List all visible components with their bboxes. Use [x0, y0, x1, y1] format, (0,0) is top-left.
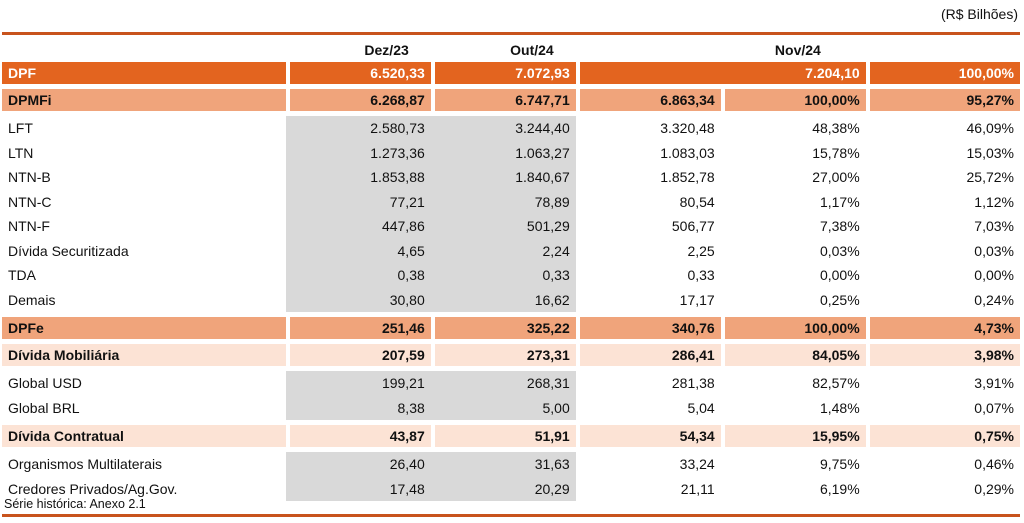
share-group: 0,00%	[819, 267, 860, 284]
table-row	[2, 371, 1020, 396]
share-total: 0,46%	[974, 456, 1014, 473]
row-label: Dívida Securitizada	[8, 242, 129, 259]
row-label: NTN-C	[8, 193, 52, 210]
share-total: 0,75%	[866, 425, 1020, 447]
value-out24: 0,33	[431, 263, 576, 288]
table-row	[2, 288, 1020, 313]
value-out24: 1.063,27	[431, 141, 576, 166]
value-nov24: 286,41	[576, 344, 721, 366]
value-out24: 20,29	[431, 477, 576, 502]
value-dez23: 26,40	[286, 452, 431, 477]
value-dez23: 6.268,87	[286, 89, 431, 111]
row-label: TDA	[8, 267, 36, 284]
debt-table	[2, 38, 1020, 501]
share-group: 0,25%	[819, 291, 860, 308]
value-nov24: 506,77	[671, 218, 715, 235]
mobiliaria-detail-rows	[2, 371, 1020, 420]
contratual-detail-rows	[2, 452, 1020, 501]
value-dez23: 251,46	[286, 317, 431, 339]
value-out24: 1.840,67	[431, 165, 576, 190]
value-nov24: 6.863,34	[576, 89, 721, 111]
value-out24: 7.072,93	[431, 62, 576, 84]
share-group: 15,95%	[721, 425, 866, 447]
row-label: DPFe	[2, 317, 286, 339]
value-out24: 2,24	[431, 239, 576, 264]
value-dez23: 1.853,88	[286, 165, 431, 190]
share-total: 0,07%	[974, 399, 1014, 416]
row-label: DPMFi	[2, 89, 286, 111]
value-out24: 16,62	[431, 288, 576, 313]
value-nov24: 340,76	[576, 317, 721, 339]
value-dez23: 17,48	[286, 477, 431, 502]
row-label: NTN-B	[8, 169, 51, 186]
value-nov24: 3.320,48	[660, 120, 715, 137]
value-out24: 31,63	[431, 452, 576, 477]
share-total: 3,98%	[866, 344, 1020, 366]
share-group: 1,48%	[819, 399, 860, 416]
share-total: 7,03%	[974, 218, 1014, 235]
header-row	[2, 38, 1020, 62]
row-label: DPF	[2, 62, 286, 84]
value-out24: 51,91	[431, 425, 576, 447]
value-nov24: 80,54	[679, 193, 715, 210]
share-total: 15,03%	[966, 144, 1014, 161]
share-total: 1,12%	[974, 193, 1014, 210]
value-nov24: 281,38	[671, 375, 715, 392]
dpmfi-detail-rows	[2, 116, 1020, 312]
value-dez23: 207,59	[286, 344, 431, 366]
value-dez23: 77,21	[286, 190, 431, 215]
share-group: 6,19%	[819, 480, 860, 497]
table-row	[2, 396, 1020, 421]
share-group: 0,03%	[819, 242, 860, 259]
share-group: 48,38%	[812, 120, 860, 137]
row-label: Global BRL	[8, 399, 80, 416]
value-dez23: 199,21	[286, 371, 431, 396]
share-total: 95,27%	[866, 89, 1020, 111]
table-row	[2, 116, 1020, 141]
value-nov24: 7.204,10	[576, 62, 866, 84]
dpf-row	[2, 62, 1020, 84]
row-label: Organismos Multilaterais	[8, 456, 163, 473]
value-dez23: 447,86	[286, 214, 431, 239]
table-row	[2, 263, 1020, 288]
value-out24: 5,00	[431, 396, 576, 421]
share-group: 9,75%	[819, 456, 860, 473]
share-group: 82,57%	[812, 375, 860, 392]
share-total: 0,03%	[974, 242, 1014, 259]
share-total: 25,72%	[966, 169, 1014, 186]
value-dez23: 43,87	[286, 425, 431, 447]
value-nov24: 2,25	[687, 242, 715, 259]
value-nov24: 1.852,78	[660, 169, 715, 186]
value-nov24: 21,11	[680, 480, 715, 497]
share-group: 84,05%	[721, 344, 866, 366]
share-group: 1,17%	[819, 193, 860, 210]
value-out24: 273,31	[431, 344, 576, 366]
dpmfi-row	[2, 89, 1020, 111]
unit-label: (R$ Bilhões)	[940, 6, 1018, 22]
contratual-row	[2, 425, 1020, 447]
table-row	[2, 165, 1020, 190]
value-dez23: 4,65	[286, 239, 431, 264]
share-total: 100,00%	[866, 62, 1020, 84]
value-dez23: 8,38	[286, 396, 431, 421]
table-row	[2, 190, 1020, 215]
row-label: NTN-F	[8, 218, 50, 235]
share-group: 100,00%	[721, 317, 866, 339]
value-nov24: 1.083,03	[660, 144, 715, 161]
share-group: 100,00%	[721, 89, 866, 111]
value-dez23: 30,80	[286, 288, 431, 313]
value-out24: 325,22	[431, 317, 576, 339]
value-dez23: 6.520,33	[286, 62, 431, 84]
table-row	[2, 239, 1020, 264]
table-row	[2, 452, 1020, 477]
share-group: 27,00%	[812, 169, 860, 186]
share-total: 4,73%	[866, 317, 1020, 339]
mobiliaria-row	[2, 344, 1020, 366]
row-label: LFT	[8, 120, 33, 137]
value-nov24: 54,34	[576, 425, 721, 447]
top-rule	[2, 32, 1020, 35]
footnote: Série histórica: Anexo 2.1	[4, 497, 146, 511]
header-blank	[2, 38, 286, 62]
share-total: 0,29%	[974, 480, 1014, 497]
value-nov24: 33,24	[679, 456, 715, 473]
share-group: 15,78%	[812, 144, 860, 161]
header-dez23: Dez/23	[364, 42, 409, 58]
value-out24: 78,89	[431, 190, 576, 215]
row-label: Global USD	[8, 375, 82, 392]
row-label: Dívida Contratual	[2, 425, 286, 447]
value-nov24: 0,33	[687, 267, 715, 284]
value-dez23: 0,38	[286, 263, 431, 288]
bottom-rule	[2, 514, 1020, 517]
dpfe-row	[2, 317, 1020, 339]
value-dez23: 2.580,73	[286, 116, 431, 141]
value-out24: 501,29	[431, 214, 576, 239]
value-nov24: 17,17	[679, 291, 715, 308]
table-row	[2, 141, 1020, 166]
row-label: LTN	[8, 144, 34, 161]
header-out24: Out/24	[510, 42, 554, 58]
share-total: 0,24%	[974, 291, 1014, 308]
row-label: Credores Privados/Ag.Gov.	[8, 480, 178, 497]
share-group: 7,38%	[819, 218, 860, 235]
value-out24: 268,31	[431, 371, 576, 396]
header-nov24: Nov/24	[774, 42, 821, 58]
value-out24: 6.747,71	[431, 89, 576, 111]
share-total: 46,09%	[966, 120, 1014, 137]
row-label: Demais	[8, 291, 56, 308]
value-out24: 3.244,40	[431, 116, 576, 141]
row-label: Dívida Mobiliária	[2, 344, 286, 366]
table-row	[2, 214, 1020, 239]
value-dez23: 1.273,36	[286, 141, 431, 166]
table-row	[2, 477, 1020, 502]
share-total: 0,00%	[974, 267, 1014, 284]
share-total: 3,91%	[974, 375, 1014, 392]
value-nov24: 5,04	[687, 399, 715, 416]
